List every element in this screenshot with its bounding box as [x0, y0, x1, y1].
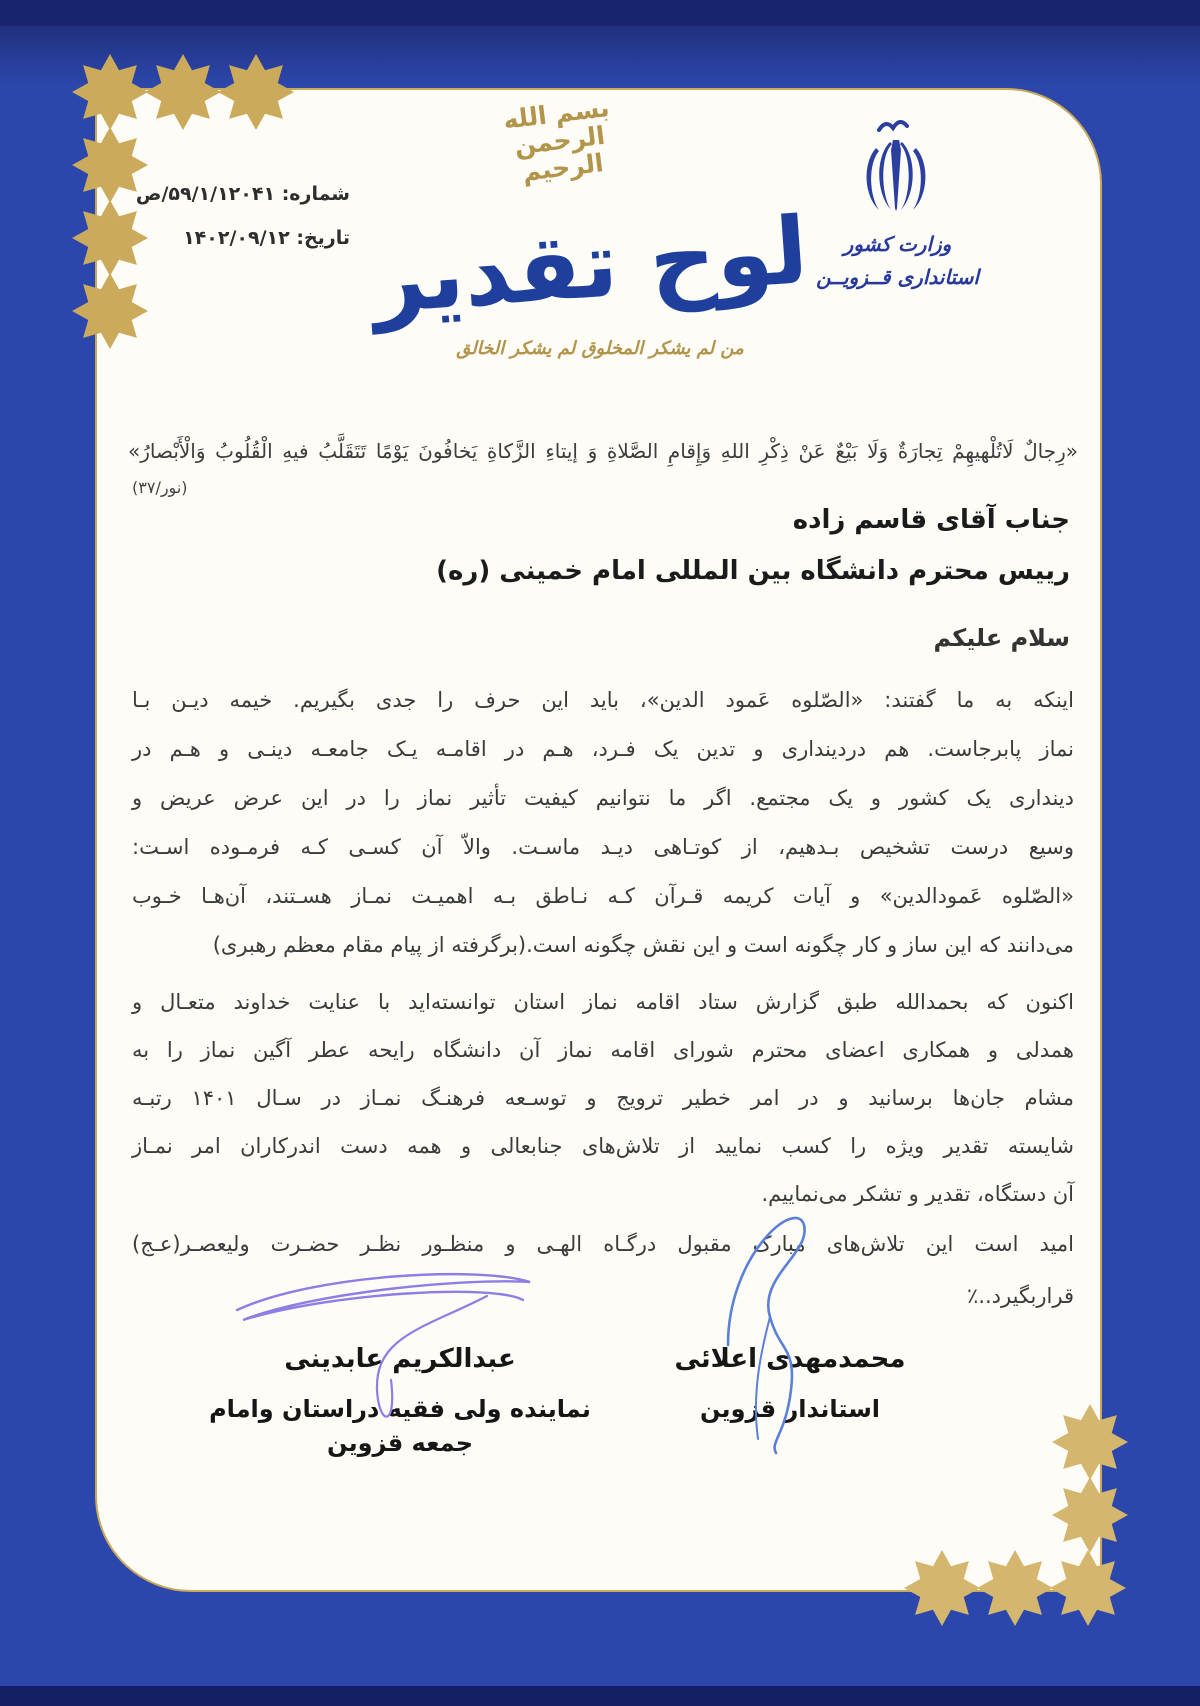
salutation: سلام علیکم [933, 624, 1070, 652]
body-line: دینداری یک کشور و یک مجتمع. اگر ما نتوانیم کیفیت تأثیر نماز را در این عرض عریض و [132, 786, 1074, 810]
letter-number [100, 172, 350, 216]
body-line: همدلی و همکاری اعضای محترم شورای اقامه نماز آن دانشگاه رایحه عطر آگین نماز را به [132, 1038, 1074, 1062]
star-ornament [1050, 1550, 1126, 1626]
body-line: اینکه به ما گفتند: «الصّلوه عَمود الدین»، باید این حرف را جدی بگیریم. خیمه دیـن بـا [132, 688, 1074, 712]
body-paragraph-2 [132, 978, 1074, 1218]
org-ministry: وزارت کشور [843, 232, 952, 256]
body-line: مشام جان‌ها برسانید و در امر خطیر ترویج و توسـعه فرهنـگ نمـاز در سـال ۱۴۰۱ رتبـه [132, 1086, 1074, 1110]
body-line: می‌دانند که این ساز و کار چگونه است و این نقش چگونه است.(برگرفته از پیام مقام معظم رهبری) [212, 933, 1074, 957]
page-title: لوح تقدیر [368, 196, 812, 335]
border-bottom-strip [0, 1686, 1200, 1706]
date-value: ۱۴۰۲/۰۹/۱۲ [183, 227, 290, 249]
body-line: وسیع درست تشخیص بـدهیم، از کوتـاهی دیـد ماسـت. والاّ آن کسـی کـه فرمـوده اسـت: [132, 835, 1074, 859]
signer-name: عبدالکریم عابدینی [284, 1344, 516, 1374]
org-governorate: استانداری قــزویــن [816, 265, 979, 289]
body-line: آن دستگاه، تقدیر و تشکر می‌نماییم. [761, 1182, 1074, 1206]
body-line: شایسته تقدیر ویژه را کسب نمایید از تلاش‌های جنابعالی و همه دست اندرکاران امر نمـاز [132, 1134, 1074, 1158]
body-line: نماز پابرجاست. هم دردینداری و تدین یک فـرد، هـم در اقامـه یـک جامعـه دینـی و هـم در [132, 737, 1074, 761]
body-line: «الصّلوه عَمودالدین» و آیات کریمه قـرآن کـه نـاطق بـه اهمیـت نمـاز هسـتند، آن‌هـا خـوب [132, 884, 1074, 908]
bismillah-calligraphy: بسم الله الرحمن الرحیم [501, 92, 611, 187]
signer-title: استاندار قزوین [699, 1395, 881, 1423]
date-label: تاریخ: [296, 227, 350, 249]
closing-paragraph [132, 1218, 1074, 1322]
star-ornament [904, 1550, 980, 1626]
body-paragraph-1 [132, 676, 1074, 970]
star-ornament [1052, 1477, 1128, 1553]
verse-citation: (نور/۳۷) [132, 478, 188, 497]
signer-name: محمدمهدی اعلائی [674, 1344, 906, 1374]
body-line: قراربگیرد..٪ [967, 1284, 1074, 1308]
star-ornament [218, 54, 294, 130]
body-line: امید است این تلاش‌های مبارک مقبول درگـاه الهـی و منظـور نظـر حضـرت ولیعصـر(عـج) [132, 1232, 1074, 1256]
star-ornament [72, 54, 148, 130]
number-value: ۵۹/۱/۱۲۰۴۱/ص [135, 183, 276, 205]
recipient-title: رییس محترم دانشگاه بین المللی امام خمینی (ره) [436, 556, 1070, 586]
recipient-name: جناب آقای قاسم زاده [792, 505, 1070, 535]
signer-title: نماینده ولی فقیه دراستان وامام جمعه قزوین [209, 1395, 591, 1457]
star-ornament [72, 273, 148, 349]
star-ornament [145, 54, 221, 130]
title-subtext: من لم یشکر المخلوق لم یشکر الخالق [456, 338, 744, 359]
signature-block-governor [620, 1342, 960, 1426]
signature-block-friday-imam [180, 1342, 620, 1460]
issuing-organization [800, 228, 995, 294]
number-label: شماره: [281, 183, 350, 205]
border-top-strip [0, 0, 1200, 26]
quran-verse: «رِجالٌ لَاتُلْهیهِمْ تِجارَةٌ وَلَا بَیْعٌ عَنْ ذِکْرِ اللهِ وَإِقامِ الصَّلاةِ وَ إیتاءِ الزَّکاةِ یَخافُونَ یَوْمًا تَتَقَلَّبُ فیهِ الْقُلُوبُ وَالْأَبْصارُ» [128, 439, 1078, 463]
star-ornament [1052, 1404, 1128, 1480]
iran-emblem-icon [846, 118, 946, 230]
body-line: اکنون که بحمدالله طبق گزارش ستاد اقامه نماز استان توانسته‌اید با عنایت خداوند متعـال و [132, 990, 1074, 1014]
star-ornament [977, 1550, 1053, 1626]
